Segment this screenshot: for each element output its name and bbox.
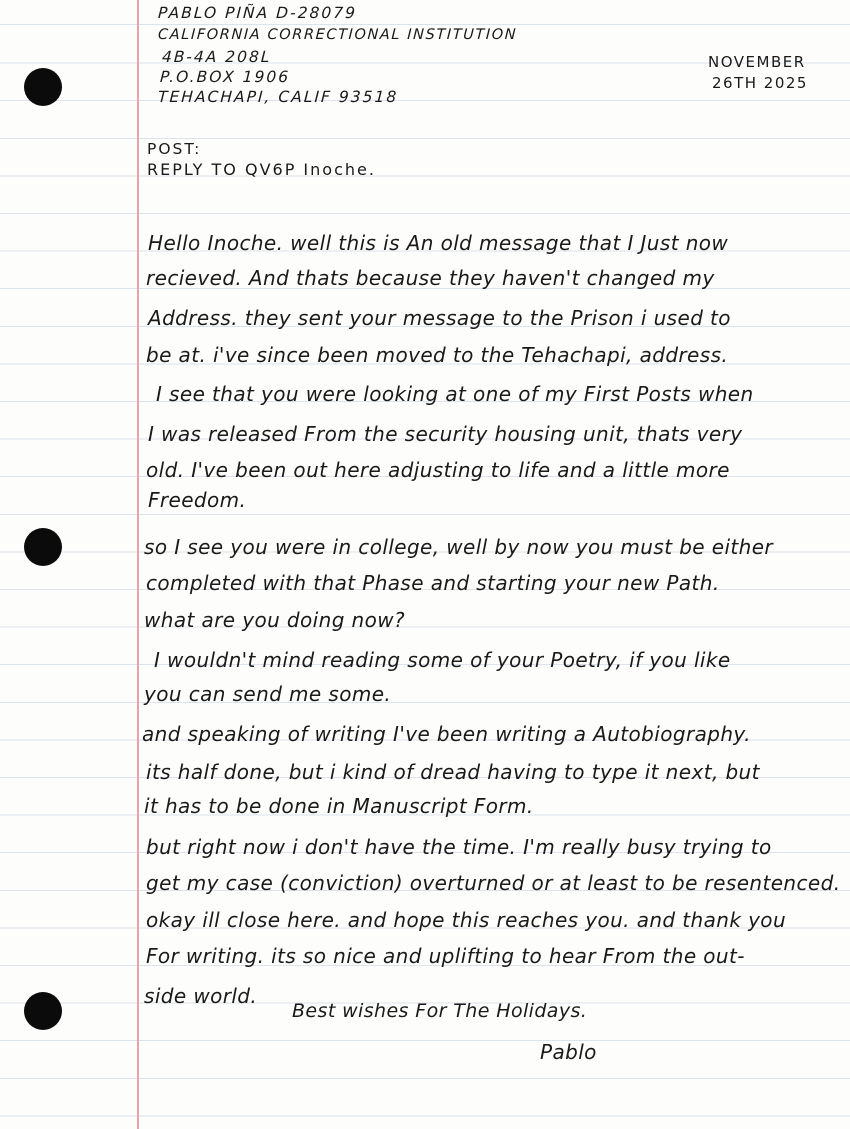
- body-line: so I see you were in college, well by now you must be either: [144, 535, 774, 559]
- punch-hole-top: [24, 68, 62, 106]
- signature: Pablo: [540, 1040, 597, 1064]
- body-line: old. I've been out here adjusting to life and a little more: [146, 458, 730, 482]
- body-line: recieved. And thats because they haven't changed my: [146, 266, 715, 290]
- body-line: what are you doing now?: [144, 608, 406, 632]
- reply-line: REPLY TO QV6P Inoche.: [147, 160, 376, 179]
- punch-hole-middle: [24, 528, 62, 566]
- body-line: Hello Inoche. well this is An old message that I Just now: [148, 231, 729, 255]
- sender-name: PABLO PIÑA D-28079: [157, 4, 358, 22]
- body-line: Address. they sent your message to the Prison i used to: [148, 306, 731, 330]
- date-day-year: 26TH 2025: [712, 74, 808, 92]
- body-line: and speaking of writing I've been writing a Autobiography.: [142, 722, 751, 746]
- body-line: okay ill close here. and hope this reaches you. and thank you: [146, 908, 787, 932]
- body-line: be at. i've since been moved to the Tehachapi, address.: [146, 343, 729, 367]
- body-line: get my case (conviction) overturned or at least to be resentenced.: [146, 871, 841, 895]
- body-line: completed with that Phase and starting your new Path.: [146, 571, 720, 595]
- body-line: I see that you were looking at one of my First Posts when: [156, 382, 754, 406]
- date-month: NOVEMBER: [708, 53, 806, 71]
- body-line: I wouldn't mind reading some of your Poetry, if you like: [154, 648, 731, 672]
- sender-city: TEHACHAPI, CALIF 93518: [157, 88, 399, 106]
- body-line: I was released From the security housing unit, thats very: [148, 422, 743, 446]
- punch-hole-bottom: [24, 992, 62, 1030]
- post-label: POST:: [147, 140, 202, 158]
- body-line: Freedom.: [148, 488, 247, 512]
- body-line: it has to be done in Manuscript Form.: [144, 794, 534, 818]
- body-line: but right now i don't have the time. I'm really busy trying to: [146, 835, 772, 859]
- closing-wishes: Best wishes For The Holidays.: [292, 1000, 588, 1022]
- sender-po-box: P.O.BOX 1906: [159, 68, 291, 86]
- body-line: you can send me some.: [144, 682, 392, 706]
- body-line: its half done, but i kind of dread having to type it next, but: [146, 760, 760, 784]
- body-line: side world.: [144, 984, 258, 1008]
- body-line: For writing. its so nice and uplifting to hear From the out-: [146, 944, 745, 968]
- margin-line: [137, 0, 139, 1129]
- sender-institution: CALIFORNIA CORRECTIONAL INSTITUTION: [157, 27, 518, 43]
- sender-unit: 4B-4A 208L: [161, 48, 272, 66]
